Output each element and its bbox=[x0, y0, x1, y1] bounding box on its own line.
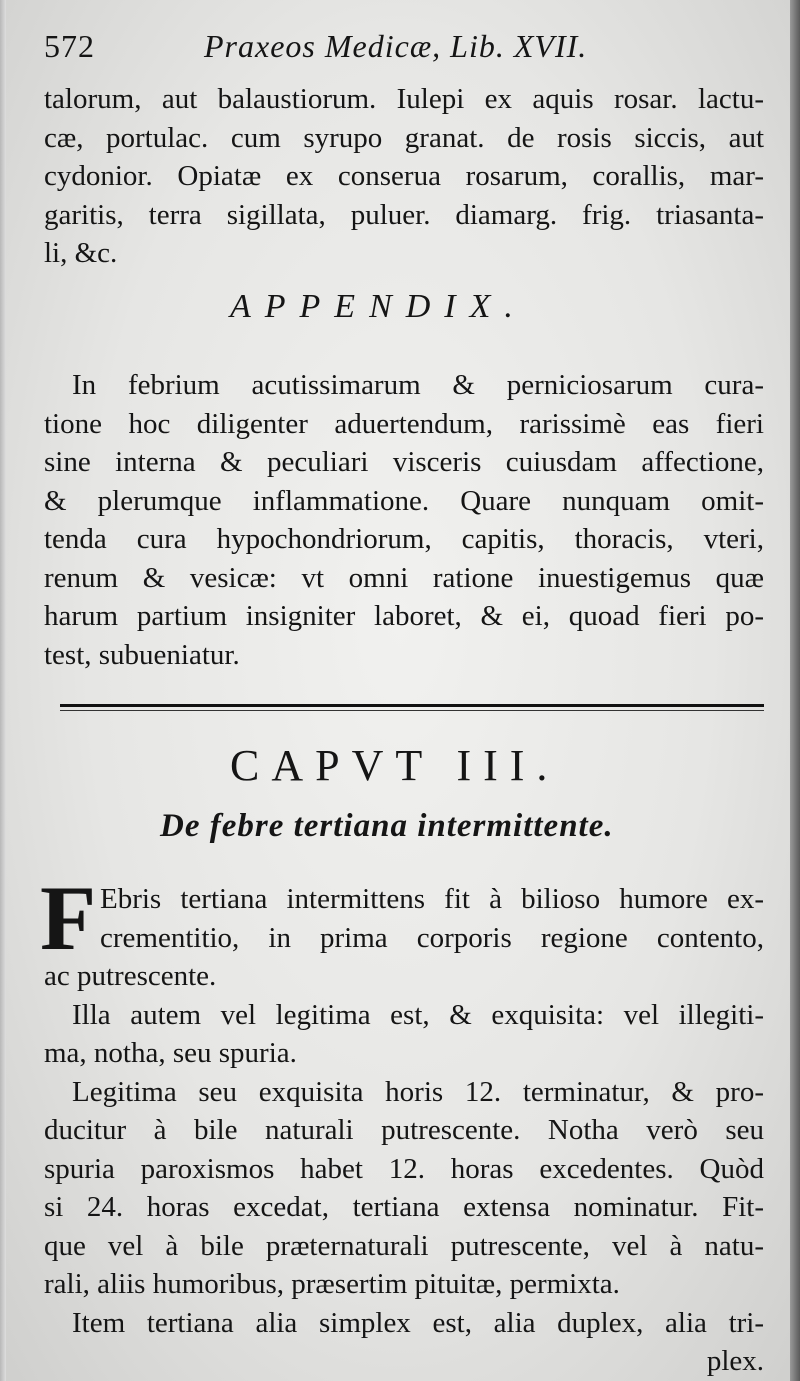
text-line: que vel à bile præternaturali putrescente, vel à natu- bbox=[44, 1229, 764, 1262]
text-line: cæ, portulac. cum syrupo granat. de rosis siccis, aut bbox=[44, 121, 764, 154]
text-line: tenda cura hypochondriorum, capitis, thoracis, vteri, bbox=[44, 523, 764, 555]
text-line: ducitur à bile naturali putrescente. Notha verò seu bbox=[44, 1114, 764, 1146]
text-line: talorum, aut balaustiorum. Iulepi ex aquis rosar. lactu- bbox=[44, 83, 764, 115]
chapter-body bbox=[44, 880, 764, 1381]
text-line: sine interna & peculiari visceris cuiusdam affectione, bbox=[44, 446, 764, 478]
text-line: li, &c. bbox=[44, 237, 118, 269]
section-divider-thin bbox=[60, 710, 764, 711]
appendix-paragraph bbox=[44, 366, 764, 674]
text-line: crementitio, in prima corporis regione contento, bbox=[100, 921, 764, 954]
text-line: test, subueniatur. bbox=[44, 638, 240, 671]
page-edge-shadow bbox=[790, 0, 800, 1381]
text-line: Legitima seu exquisita horis 12. terminatur, & pro- bbox=[72, 1075, 764, 1108]
text-line: harum partium insigniter laboret, & ei, quoad fieri po- bbox=[44, 600, 764, 632]
running-title: Praxeos Medicæ, Lib. XVII. bbox=[204, 28, 588, 64]
drop-cap: F bbox=[40, 867, 97, 969]
paragraph-continuation bbox=[44, 80, 764, 273]
chapter-subtitle: De febre tertiana intermittente. bbox=[160, 808, 614, 844]
page-number: 572 bbox=[44, 28, 95, 64]
text-line: rali, aliis humoribus, præsertim pituitæ, permixta. bbox=[44, 1268, 620, 1300]
text-line: Ebris tertiana intermittens fit à bilioso humore ex- bbox=[100, 883, 764, 915]
text-line: ma, notha, seu spuria. bbox=[44, 1037, 297, 1069]
text-line: plex. bbox=[706, 1345, 764, 1377]
text-line: & plerumque inflammatione. Quare nunquam omit- bbox=[44, 484, 764, 517]
chapter-title: CAPVT III. bbox=[230, 741, 560, 790]
text-line: garitis, terra sigillata, puluer. diamarg. frig. triasanta- bbox=[44, 198, 764, 231]
text-line: In febrium acutissimarum & perniciosarum cura- bbox=[72, 369, 764, 401]
section-divider-thick bbox=[60, 704, 764, 707]
page-header bbox=[44, 28, 744, 76]
text-line: Item tertiana alia simplex est, alia duplex, alia tri- bbox=[72, 1306, 764, 1339]
text-line: renum & vesicæ: vt omni ratione inuestigemus quæ bbox=[44, 561, 764, 594]
text-line: si 24. horas excedat, tertiana extensa nominatur. Fit- bbox=[44, 1191, 764, 1223]
text-line: Illa autem vel legitima est, & exquisita: vel illegiti- bbox=[72, 998, 764, 1031]
page-gutter-shadow bbox=[0, 0, 6, 1381]
appendix-heading: APPENDIX. bbox=[230, 288, 527, 325]
text-line: ac putrescente. bbox=[44, 960, 217, 992]
text-line: tione hoc diligenter aduertendum, rarissimè eas fieri bbox=[44, 407, 764, 440]
text-line: spuria paroxismos habet 12. horas excedentes. Quòd bbox=[44, 1152, 764, 1185]
text-line: cydonior. Opiatæ ex conserua rosarum, corallis, mar- bbox=[44, 160, 764, 192]
